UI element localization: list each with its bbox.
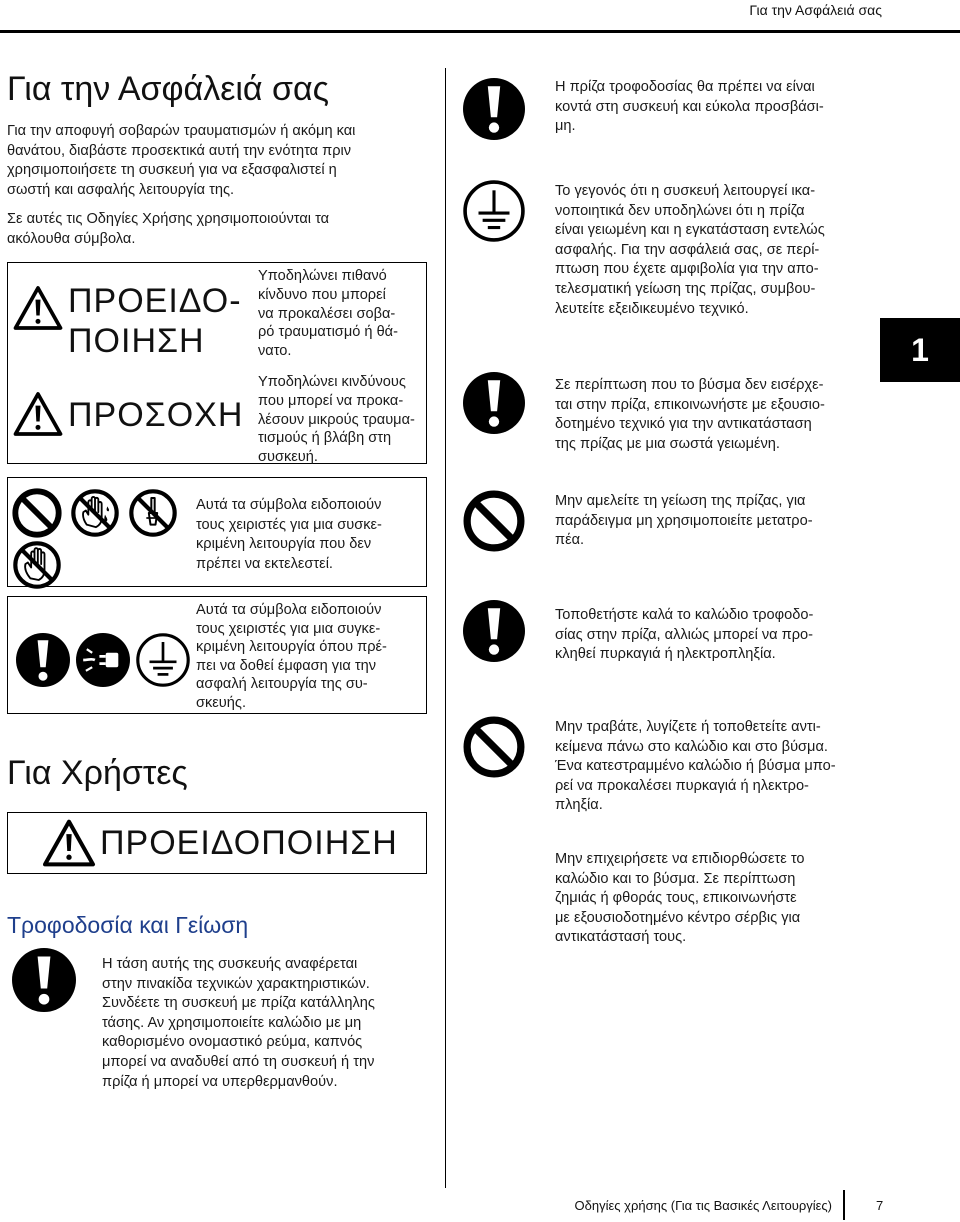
text-line: πέα. — [555, 532, 585, 549]
desc-line: τους χειριστές για μια συγκε- — [196, 620, 381, 637]
grounding-instruction — [555, 182, 825, 319]
cord-insertion-instruction — [555, 606, 813, 665]
prohibition-icon — [463, 490, 525, 552]
ground-icon — [463, 180, 525, 242]
intro-line: Για την αποφυγή σοβαρών τραυματισμών ή ακόμη και — [7, 123, 356, 139]
desc-line: ασφαλή λειτουργία της συ- — [196, 676, 368, 693]
text-line: σίας στην πρίζα, αλλιώς μπορεί να προ- — [555, 626, 814, 643]
text-line: δοτημένο τεχνικό για την αντικατάσταση — [555, 416, 812, 433]
text-line: μπορεί να αναδυθεί από τη συσκευή ή την — [102, 1053, 375, 1070]
text-line: νοποιητικά δεν υποδηλώνει ότι η πρίζα — [555, 202, 805, 219]
power-voltage-instruction — [102, 955, 375, 1092]
warning-triangle-icon — [42, 819, 96, 867]
desc-line: Αυτά τα σύμβολα ειδοποιούν — [196, 497, 382, 513]
prohibition-symbols-box — [7, 477, 427, 587]
chapter-tab: 1 — [880, 318, 960, 382]
desc-line: πει να δοθεί έμφαση για την — [196, 657, 377, 674]
running-header: Για την Ασφάλειά σας — [749, 2, 882, 18]
section-heading-users: Για Χρήστες — [7, 754, 188, 792]
subsection-heading: Τροφοδοσία και Γείωση — [7, 912, 249, 938]
text-line: ασφαλής. Για την ασφάλειά σας, σε περί- — [555, 241, 820, 258]
warning-triangle-icon — [13, 285, 63, 331]
text-line: με εξουσιοδοτημένο κέντρο σέρβις για — [555, 909, 801, 926]
desc-line: ρό τραυματισμό ή θά- — [258, 324, 398, 341]
intro-line: θανάτου, διαβάστε προσεκτικά αυτή την ενότητα πριν — [7, 142, 352, 159]
signal-word-line: ΠΡΟΕΙΔΟ- — [68, 282, 242, 320]
intro-line: σωστή και ασφαλής λειτουργία της. — [7, 181, 235, 198]
wet-hand-prohibited-icon — [70, 488, 120, 538]
text-line: Μην τραβάτε, λυγίζετε ή τοποθετείτε αντι- — [555, 719, 821, 735]
text-line: λευτείτε εξειδικευμένο τεχνικό. — [555, 300, 749, 317]
ground-icon — [136, 633, 190, 687]
column-divider — [445, 68, 446, 1188]
warning-signal-word — [68, 281, 242, 361]
mandatory-action-icon — [463, 78, 525, 140]
text-line: στην πινακίδα τεχνικών χαρακτηριστικών. — [102, 975, 370, 992]
desc-line: κριμένη λειτουργία όπου πρέ- — [196, 639, 387, 656]
intro-paragraph-2 — [7, 210, 432, 249]
text-line: πρίζα ή μπορεί να υπερθερμανθούν. — [102, 1073, 338, 1090]
text-line: καλώδιο και το βύσμα. Σε περίπτωση — [555, 870, 796, 887]
prohibition-icon — [12, 488, 62, 538]
plug-mismatch-instruction — [555, 376, 825, 454]
header-rule — [0, 30, 960, 33]
desc-line: νατο. — [258, 343, 292, 360]
text-line: κληθεί πυρκαγιά ή ηλεκτροπληξία. — [555, 646, 776, 663]
cord-repair-prohibition — [555, 850, 805, 948]
mandatory-action-icon — [16, 633, 70, 687]
text-line: Τοποθετήστε καλά το καλώδιο τροφοδο- — [555, 607, 814, 623]
mandatory-action-icon — [463, 600, 525, 662]
text-line: τάσης. Αν χρησιμοποιείτε καλώδιο με μη — [102, 1014, 362, 1031]
footer-manual-title: Οδηγίες χρήσης (Για τις Βασικές Λειτουργίες) — [574, 1198, 832, 1213]
text-line: ρεί να προκαλέσει πυρκαγιά ή ηλεκτρο- — [555, 777, 809, 794]
disassembly-prohibited-icon — [128, 488, 178, 538]
text-line: παράδειγμα μη χρησιμοποιείτε μετατρο- — [555, 512, 813, 529]
mandatory-symbols-box — [7, 596, 427, 714]
desc-line: Υποδηλώνει κινδύνους — [258, 374, 406, 390]
caution-description — [258, 373, 415, 467]
desc-line: συσκευή. — [258, 449, 318, 466]
text-line: Σε περίπτωση που το βύσμα δεν εισέρχε- — [555, 377, 824, 393]
page-number: 7 — [876, 1198, 884, 1213]
intro-line: χρησιμοποιήσετε τη συσκευή για να εξασφαλιστεί η — [7, 162, 337, 179]
desc-line: λέσουν μικρούς τραυμα- — [258, 411, 415, 428]
footer-divider — [843, 1190, 845, 1220]
text-line: μη. — [555, 118, 576, 135]
text-line: είναι γειωμένη και η εγκατάσταση εντελώς — [555, 222, 825, 239]
desc-line: Υποδηλώνει πιθανό — [258, 268, 387, 284]
prohibition-icon — [463, 716, 525, 778]
desc-line: που μπορεί να προκα- — [258, 392, 404, 409]
text-line: Το γεγονός ότι η συσκευή λειτουργεί ικα- — [555, 183, 816, 199]
text-line: κείμενα πάνω στο καλώδιο και στο βύσμα. — [555, 738, 828, 755]
warning-banner — [7, 812, 427, 874]
intro-paragraph — [7, 122, 432, 200]
text-line: Μην αμελείτε τη γείωση της πρίζας, για — [555, 493, 806, 509]
outlet-access-instruction — [555, 78, 824, 137]
text-line: Μην επιχειρήσετε να επιδιορθώσετε το — [555, 851, 805, 867]
text-line: τελεσματική γείωση της πρίζας, συμβου- — [555, 280, 816, 297]
mandatory-action-icon — [12, 948, 76, 1012]
page-title: Για την Ασφάλειά σας — [7, 70, 330, 108]
text-line: Ένα κατεστραμμένο καλώδιο ή βύσμα μπο- — [555, 758, 836, 775]
warning-banner-label: ΠΡΟΕΙΔΟΠΟΙΗΣΗ — [100, 824, 398, 862]
intro-line: ακόλουθα σύμβολα. — [7, 230, 136, 247]
intro-line: Σε αυτές τις Οδηγίες Χρήσης χρησιμοποιούνται τα — [7, 211, 330, 227]
text-line: αντικατάστασή τους. — [555, 929, 687, 946]
prohibition-description — [196, 496, 382, 574]
desc-line: τισμούς ή βλάβη στη — [258, 430, 392, 447]
mandatory-action-icon — [463, 372, 525, 434]
text-line: Η πρίζα τροφοδοσίας θα πρέπει να είναι — [555, 79, 815, 95]
mandatory-description — [196, 601, 387, 713]
desc-line: να προκαλέσει σοβα- — [258, 305, 396, 322]
signal-word-legend — [7, 262, 427, 464]
desc-line: Αυτά τα σύμβολα ειδοποιούν — [196, 602, 382, 618]
adapter-prohibition — [555, 492, 813, 551]
desc-line: κίνδυνο που μπορεί — [258, 286, 386, 303]
text-line: Η τάση αυτής της συσκευής αναφέρεται — [102, 956, 358, 972]
signal-word-line: ΠΟΙΗΣΗ — [68, 322, 205, 360]
text-line: Συνδέετε τη συσκευή με πρίζα κατάλληλης — [102, 995, 375, 1012]
unplug-icon — [76, 633, 130, 687]
text-line: ται στην πρίζα, επικοινωνήστε με εξουσιο- — [555, 396, 825, 413]
desc-line: κριμένη λειτουργία που δεν — [196, 536, 372, 553]
touch-prohibited-icon — [12, 540, 62, 590]
text-line: καθορισμένο ονομαστικό ρεύμα, καπνός — [102, 1034, 363, 1051]
desc-line: πρέπει να εκτελεστεί. — [196, 555, 333, 572]
text-line: πτωση που έχετε αμφιβολία για την απο- — [555, 261, 819, 278]
text-line: πληξία. — [555, 797, 603, 814]
warning-description — [258, 267, 398, 361]
cord-damage-prohibition — [555, 718, 836, 816]
text-line: ζημιάς ή φθοράς τους, επικοινωνήστε — [555, 890, 797, 907]
caution-signal-word: ΠΡΟΣΟΧΗ — [68, 396, 244, 434]
text-line: της πρίζας με μια σωστά γειωμένη. — [555, 435, 780, 452]
text-line: κοντά στη συσκευή και εύκολα προσβάσι- — [555, 98, 824, 115]
desc-line: τους χειριστές για μια συσκε- — [196, 516, 382, 533]
caution-triangle-icon — [13, 391, 63, 437]
desc-line: σκευής. — [196, 694, 246, 711]
